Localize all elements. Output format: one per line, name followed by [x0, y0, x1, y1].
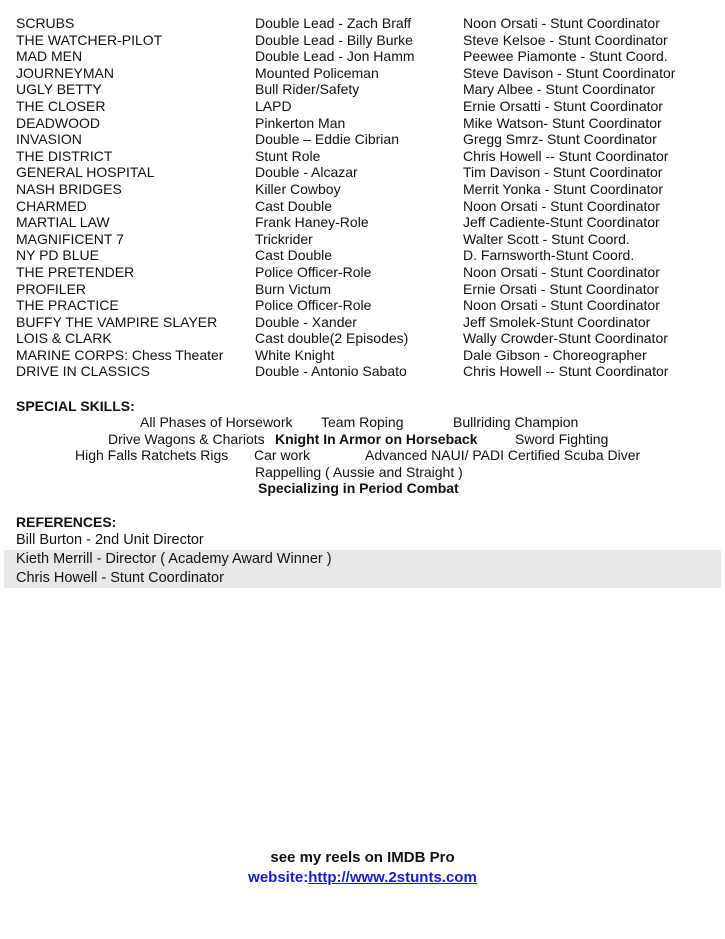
skills-line-3: [0, 447, 725, 464]
reference-item: Chris Howell - Stunt Coordinator: [4, 569, 721, 588]
references-list: [4, 531, 721, 588]
credit-row: [16, 98, 716, 115]
credit-row: [16, 181, 716, 198]
credit-row: [16, 231, 716, 248]
credit-role: Double - Xander: [255, 313, 357, 330]
credit-row: [16, 65, 716, 82]
credit-show: SCRUBS: [16, 15, 75, 31]
credit-coordinator: Noon Orsati - Stunt Coordinator: [463, 15, 660, 31]
website-line: [0, 869, 725, 886]
credit-role: Killer Cowboy: [255, 180, 341, 197]
credit-show: MARTIAL LAW: [16, 214, 110, 231]
credit-role: LAPD: [255, 97, 292, 114]
credit-role: Pinkerton Man: [255, 114, 346, 131]
credit-coordinator: Chris Howell -- Stunt Coordinator: [463, 147, 669, 164]
credit-row: [16, 81, 716, 98]
credit-coordinator: Peewee Piamonte - Stunt Coord.: [463, 48, 668, 65]
credit-show: THE WATCHER-PILOT: [16, 31, 163, 48]
website-label: website:: [248, 869, 309, 886]
credit-row: [16, 131, 716, 148]
credit-coordinator: Mary Albee - Stunt Coordinator: [463, 81, 656, 98]
skill-car-work: Car work: [254, 447, 311, 464]
credit-show: UGLY BETTY: [16, 81, 102, 98]
credit-role: Double - Antonio Sabato: [255, 363, 407, 380]
credit-show: THE DISTRICT: [16, 147, 113, 164]
credit-coordinator: Mike Watson- Stunt Coordinator: [463, 114, 662, 131]
credit-role: Cast Double: [255, 247, 333, 264]
credit-coordinator: Dale Gibson - Choreographer: [463, 346, 647, 363]
credit-role: Double – Eddie Cibrian: [255, 131, 399, 148]
credit-role: Double Lead - Zach Braff: [255, 15, 412, 31]
reference-item: Kieth Merrill - Director ( Academy Award Winner ): [4, 550, 721, 569]
credit-row: [16, 247, 716, 264]
credit-coordinator: Jeff Smolek-Stunt Coordinator: [463, 313, 651, 330]
credit-row: [16, 297, 716, 314]
skill-horsework: All Phases of Horsework: [140, 414, 293, 430]
credit-role: Burn Victum: [255, 280, 331, 297]
skill-high-falls: High Falls Ratchets Rigs: [75, 447, 229, 464]
credit-show: LOIS & CLARK: [16, 330, 112, 347]
references-heading: REFERENCES:: [16, 514, 117, 530]
credit-row: [16, 148, 716, 165]
credit-coordinator: Noon Orsati - Stunt Coordinator: [463, 297, 660, 314]
credit-show: NASH BRIDGES: [16, 180, 122, 197]
website-link[interactable]: http://www.2stunts.com: [308, 869, 477, 886]
credit-coordinator: Chris Howell -- Stunt Coordinator: [463, 363, 669, 380]
special-skills-block: [0, 414, 725, 497]
credit-show: PROFILER: [16, 280, 87, 297]
skill-period-combat: Specializing in Period Combat: [258, 480, 459, 497]
credit-show: CHARMED: [16, 197, 87, 214]
credits-list: [16, 15, 716, 380]
skills-line-5: [0, 480, 725, 497]
skill-bullriding: Bullriding Champion: [453, 414, 579, 430]
credit-coordinator: Gregg Smrz- Stunt Coordinator: [463, 131, 657, 148]
credit-role: Frank Haney-Role: [255, 214, 369, 231]
credit-show: GENERAL HOSPITAL: [16, 164, 155, 181]
credit-coordinator: Ernie Orsati - Stunt Coordinator: [463, 280, 660, 297]
credit-row: [16, 347, 716, 364]
credit-role: Cast Double: [255, 197, 333, 214]
skills-line-4: [0, 464, 725, 481]
credit-coordinator: Noon Orsati - Stunt Coordinator: [463, 263, 660, 280]
credit-role: Bull Rider/Safety: [255, 81, 360, 98]
credit-row: [16, 264, 716, 281]
credit-role: Cast double(2 Episodes): [255, 330, 409, 347]
credit-show: INVASION: [16, 131, 82, 148]
credit-show: JOURNEYMAN: [16, 64, 115, 81]
skill-sword-fighting: Sword Fighting: [515, 430, 609, 447]
skill-scuba: Advanced NAUI/ PADI Certified Scuba Diver: [365, 447, 641, 464]
credit-role: Double Lead - Billy Burke: [255, 31, 413, 48]
credit-role: Police Officer-Role: [255, 297, 372, 314]
special-skills-heading: SPECIAL SKILLS:: [16, 398, 135, 414]
skills-line-1: [0, 414, 725, 431]
credit-coordinator: Jeff Cadiente-Stunt Coordinator: [463, 214, 660, 231]
credit-role: Double Lead - Jon Hamm: [255, 48, 415, 65]
credit-show: THE CLOSER: [16, 97, 106, 114]
credit-row: [16, 198, 716, 215]
credit-show: DEADWOOD: [16, 114, 100, 131]
credit-coordinator: D. Farnsworth-Stunt Coord.: [463, 247, 635, 264]
credit-show: DRIVE IN CLASSICS: [16, 363, 150, 380]
credit-show: BUFFY THE VAMPIRE SLAYER: [16, 313, 218, 330]
credit-row: [16, 363, 716, 380]
credit-role: Mounted Policeman: [255, 64, 379, 81]
credit-role: Double - Alcazar: [255, 164, 358, 181]
credit-row: [16, 115, 716, 132]
credit-role: Police Officer-Role: [255, 263, 372, 280]
credit-coordinator: Noon Orsati - Stunt Coordinator: [463, 197, 660, 214]
credit-show: THE PRACTICE: [16, 297, 119, 314]
credit-row: [16, 15, 716, 32]
credit-row: [16, 281, 716, 298]
credit-show: MARINE CORPS: Chess Theater: [16, 346, 224, 363]
credit-row: [16, 32, 716, 49]
reference-item: Bill Burton - 2nd Unit Director: [16, 532, 204, 548]
reels-note: see my reels on IMDB Pro: [270, 849, 455, 866]
credit-coordinator: Steve Davison - Stunt Coordinator: [463, 64, 676, 81]
credit-coordinator: Wally Crowder-Stunt Coordinator: [463, 330, 668, 347]
credit-show: NY PD BLUE: [16, 247, 99, 264]
credit-coordinator: Steve Kelsoe - Stunt Coordinator: [463, 31, 668, 48]
credit-row: [16, 330, 716, 347]
credit-coordinator: Tim Davison - Stunt Coordinator: [463, 164, 663, 181]
credit-row: [16, 48, 716, 65]
skill-rappelling: Rappelling ( Aussie and Straight ): [255, 463, 463, 480]
credit-coordinator: Walter Scott - Stunt Coord.: [463, 230, 630, 247]
skills-line-2: [0, 431, 725, 448]
credit-show: THE PRETENDER: [16, 263, 135, 280]
credit-coordinator: Merrit Yonka - Stunt Coordinator: [463, 180, 663, 197]
credit-role: White Knight: [255, 346, 335, 363]
credit-show: MAD MEN: [16, 48, 83, 65]
credit-role: Stunt Role: [255, 147, 321, 164]
credit-coordinator: Ernie Orsatti - Stunt Coordinator: [463, 97, 663, 114]
credit-row: [16, 164, 716, 181]
skill-wagons: Drive Wagons & Chariots: [108, 430, 265, 447]
credit-row: [16, 314, 716, 331]
credit-show: MAGNIFICENT 7: [16, 230, 124, 247]
credit-role: Trickrider: [255, 230, 313, 247]
skill-team-roping: Team Roping: [321, 414, 404, 430]
skill-knight-armor: Knight In Armor on Horseback: [275, 430, 478, 447]
credit-row: [16, 214, 716, 231]
